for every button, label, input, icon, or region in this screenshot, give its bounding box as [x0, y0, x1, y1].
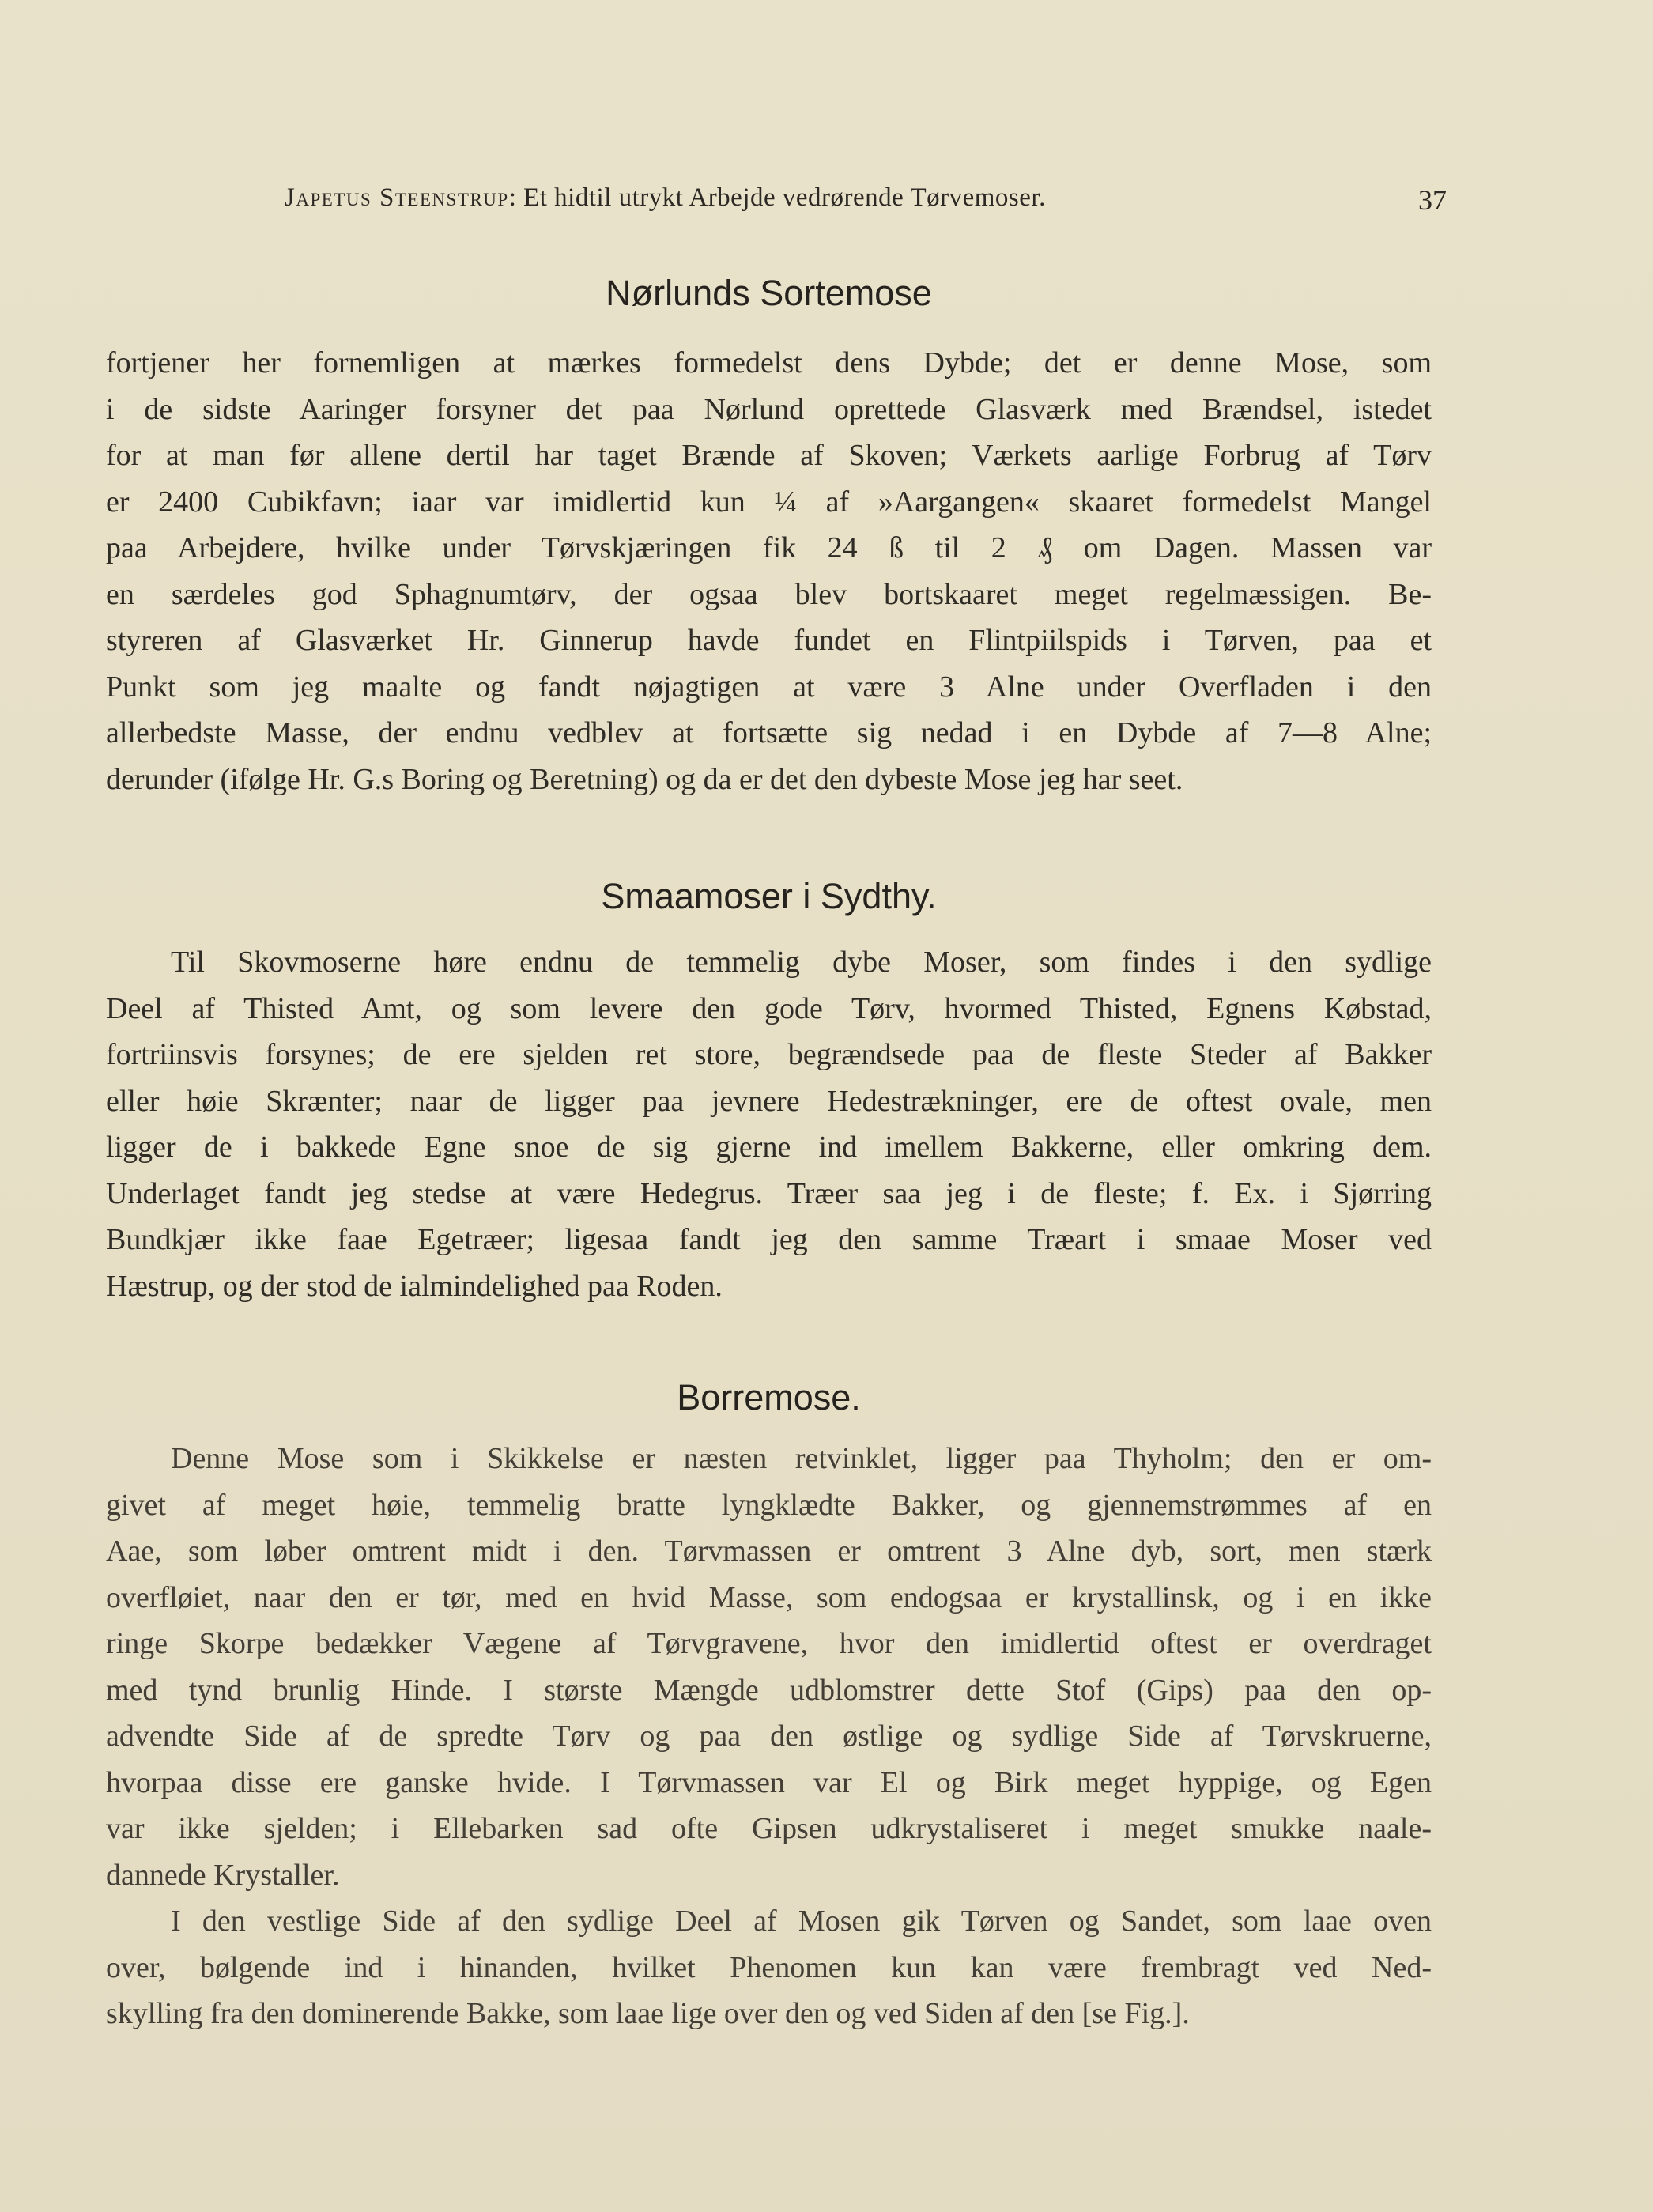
- text-line: ligger de i bakkede Egne snoe de sig gjerne ind imellem Bakkerne, eller omkring dem.: [106, 1131, 1432, 1164]
- text-line: overfløiet, naar den er tør, med en hvid Masse, som endogsaa er krystallinsk, og i en ikke: [106, 1580, 1432, 1614]
- text-line: Aae, som løber omtrent midt i den. Tørvmassen er omtrent 3 Alne dyb, sort, men stærk: [106, 1534, 1432, 1568]
- section-body-smaamoser-i-sydthy: [106, 939, 1432, 1309]
- text-line: over, bølgende ind i hinanden, hvilket Phenomen kun kan være frembragt ved Ned-: [106, 1950, 1432, 1984]
- section-heading-smaamoser-i-sydthy: Smaamoser i Sydthy.: [601, 876, 937, 916]
- text-line: derunder (ifølge Hr. G.s Boring og Beretning) og da er det den dybeste Mose jeg har seet.: [106, 762, 1183, 796]
- text-line: er 2400 Cubikfavn; iaar var imidlertid kun ¼ af »Aargangen« skaaret formedelst Mangel: [106, 485, 1432, 519]
- text-line: Til Skovmoserne høre endnu de temmelig dybe Moser, som findes i den sydlige: [171, 946, 1432, 979]
- text-line: hvorpaa disse ere ganske hvide. I Tørvmassen var El og Birk meget hyppige, og Egen: [106, 1765, 1432, 1799]
- section-body-borremose: [106, 1436, 1432, 2037]
- section-body-norlunds-sortemose: [106, 340, 1432, 802]
- text-line: advendte Side af de spredte Tørv og paa den østlige og sydlige Side af Tørvskruerne,: [106, 1719, 1432, 1753]
- page-number: 37: [1418, 184, 1447, 216]
- author-name: Japetus Steenstrup: [285, 183, 509, 212]
- text-line: givet af meget høie, temmelig bratte lyngklædte Bakker, og gjennemstrømmes af en: [106, 1488, 1432, 1522]
- header-separator: :: [508, 183, 517, 212]
- text-line: fortriinsvis forsynes; de ere sjelden ret store, begrændsede paa de fleste Steder af Bakker: [106, 1038, 1432, 1071]
- text-line: styreren af Glasværket Hr. Ginnerup havde fundet en Flintpiilspids i Tørven, paa et: [106, 624, 1432, 657]
- text-line: skylling fra den dominerende Bakke, som laae lige over den og ved Siden af den [se Fig.].: [106, 1997, 1190, 2030]
- text-line: allerbedste Masse, der endnu vedblev at fortsætte sig nedad i en Dybde af 7—8 Alne;: [106, 716, 1432, 749]
- text-line: for at man før allene dertil har taget Brænde af Skoven; Værkets aarlige Forbrug af Tørv: [106, 439, 1432, 472]
- text-line: Deel af Thisted Amt, og som levere den gode Tørv, hvormed Thisted, Egnens Købstad,: [106, 991, 1432, 1025]
- text-line: med tynd brunlig Hinde. I største Mængde udblomstrer dette Stof (Gips) paa den op-: [106, 1673, 1432, 1707]
- text-line: dannede Krystaller.: [106, 1858, 340, 1892]
- running-head: [285, 183, 1046, 213]
- text-line: I den vestlige Side af den sydlige Deel af Mosen gik Tørven og Sandet, som laae oven: [171, 1904, 1432, 1938]
- text-line: i de sidste Aaringer forsyner det paa Nørlund oprettede Glasværk med Brændsel, istedet: [106, 392, 1432, 426]
- text-line: var ikke sjelden; i Ellebarken sad ofte Gipsen udkrystaliseret i meget smukke naale-: [106, 1812, 1432, 1845]
- text-line: eller høie Skrænter; naar de ligger paa jevnere Hedestrækninger, ere de oftest ovale, men: [106, 1084, 1432, 1118]
- text-line: Punkt som jeg maalte og fandt nøjagtigen at være 3 Alne under Overfladen i den: [106, 670, 1432, 704]
- text-line: en særdeles god Sphagnumtørv, der ogsaa blev bortskaaret meget regelmæssigen. Be-: [106, 577, 1432, 611]
- text-line: Hæstrup, og der stod de ialmindelighed paa Roden.: [106, 1269, 723, 1303]
- text-line: Bundkjær ikke faae Egetræer; ligesaa fandt jeg den samme Træart i smaae Moser ved: [106, 1223, 1432, 1256]
- section-heading-borremose: Borremose.: [677, 1377, 861, 1417]
- running-header: [285, 183, 1447, 223]
- text-line: fortjener her fornemligen at mærkes formedelst dens Dybde; det er denne Mose, som: [106, 346, 1432, 379]
- text-line: Denne Mose som i Skikkelse er næsten retvinklet, ligger paa Thyholm; den er om-: [171, 1442, 1432, 1475]
- section-heading-norlunds-sortemose: Nørlunds Sortemose: [606, 273, 932, 313]
- article-title: Et hidtil utrykt Arbejde vedrørende Tørvemoser.: [523, 183, 1046, 212]
- text-line: Underlaget fandt jeg stedse at være Hedegrus. Træer saa jeg i de fleste; f. Ex. i Sjørring: [106, 1176, 1432, 1210]
- text-line: ringe Skorpe bedækker Vægene af Tørvgravene, hvor den imidlertid oftest er overdraget: [106, 1627, 1432, 1660]
- text-line: paa Arbejdere, hvilke under Tørvskjæringen fik 24 ß til 2 ₰ om Dagen. Massen var: [106, 531, 1432, 564]
